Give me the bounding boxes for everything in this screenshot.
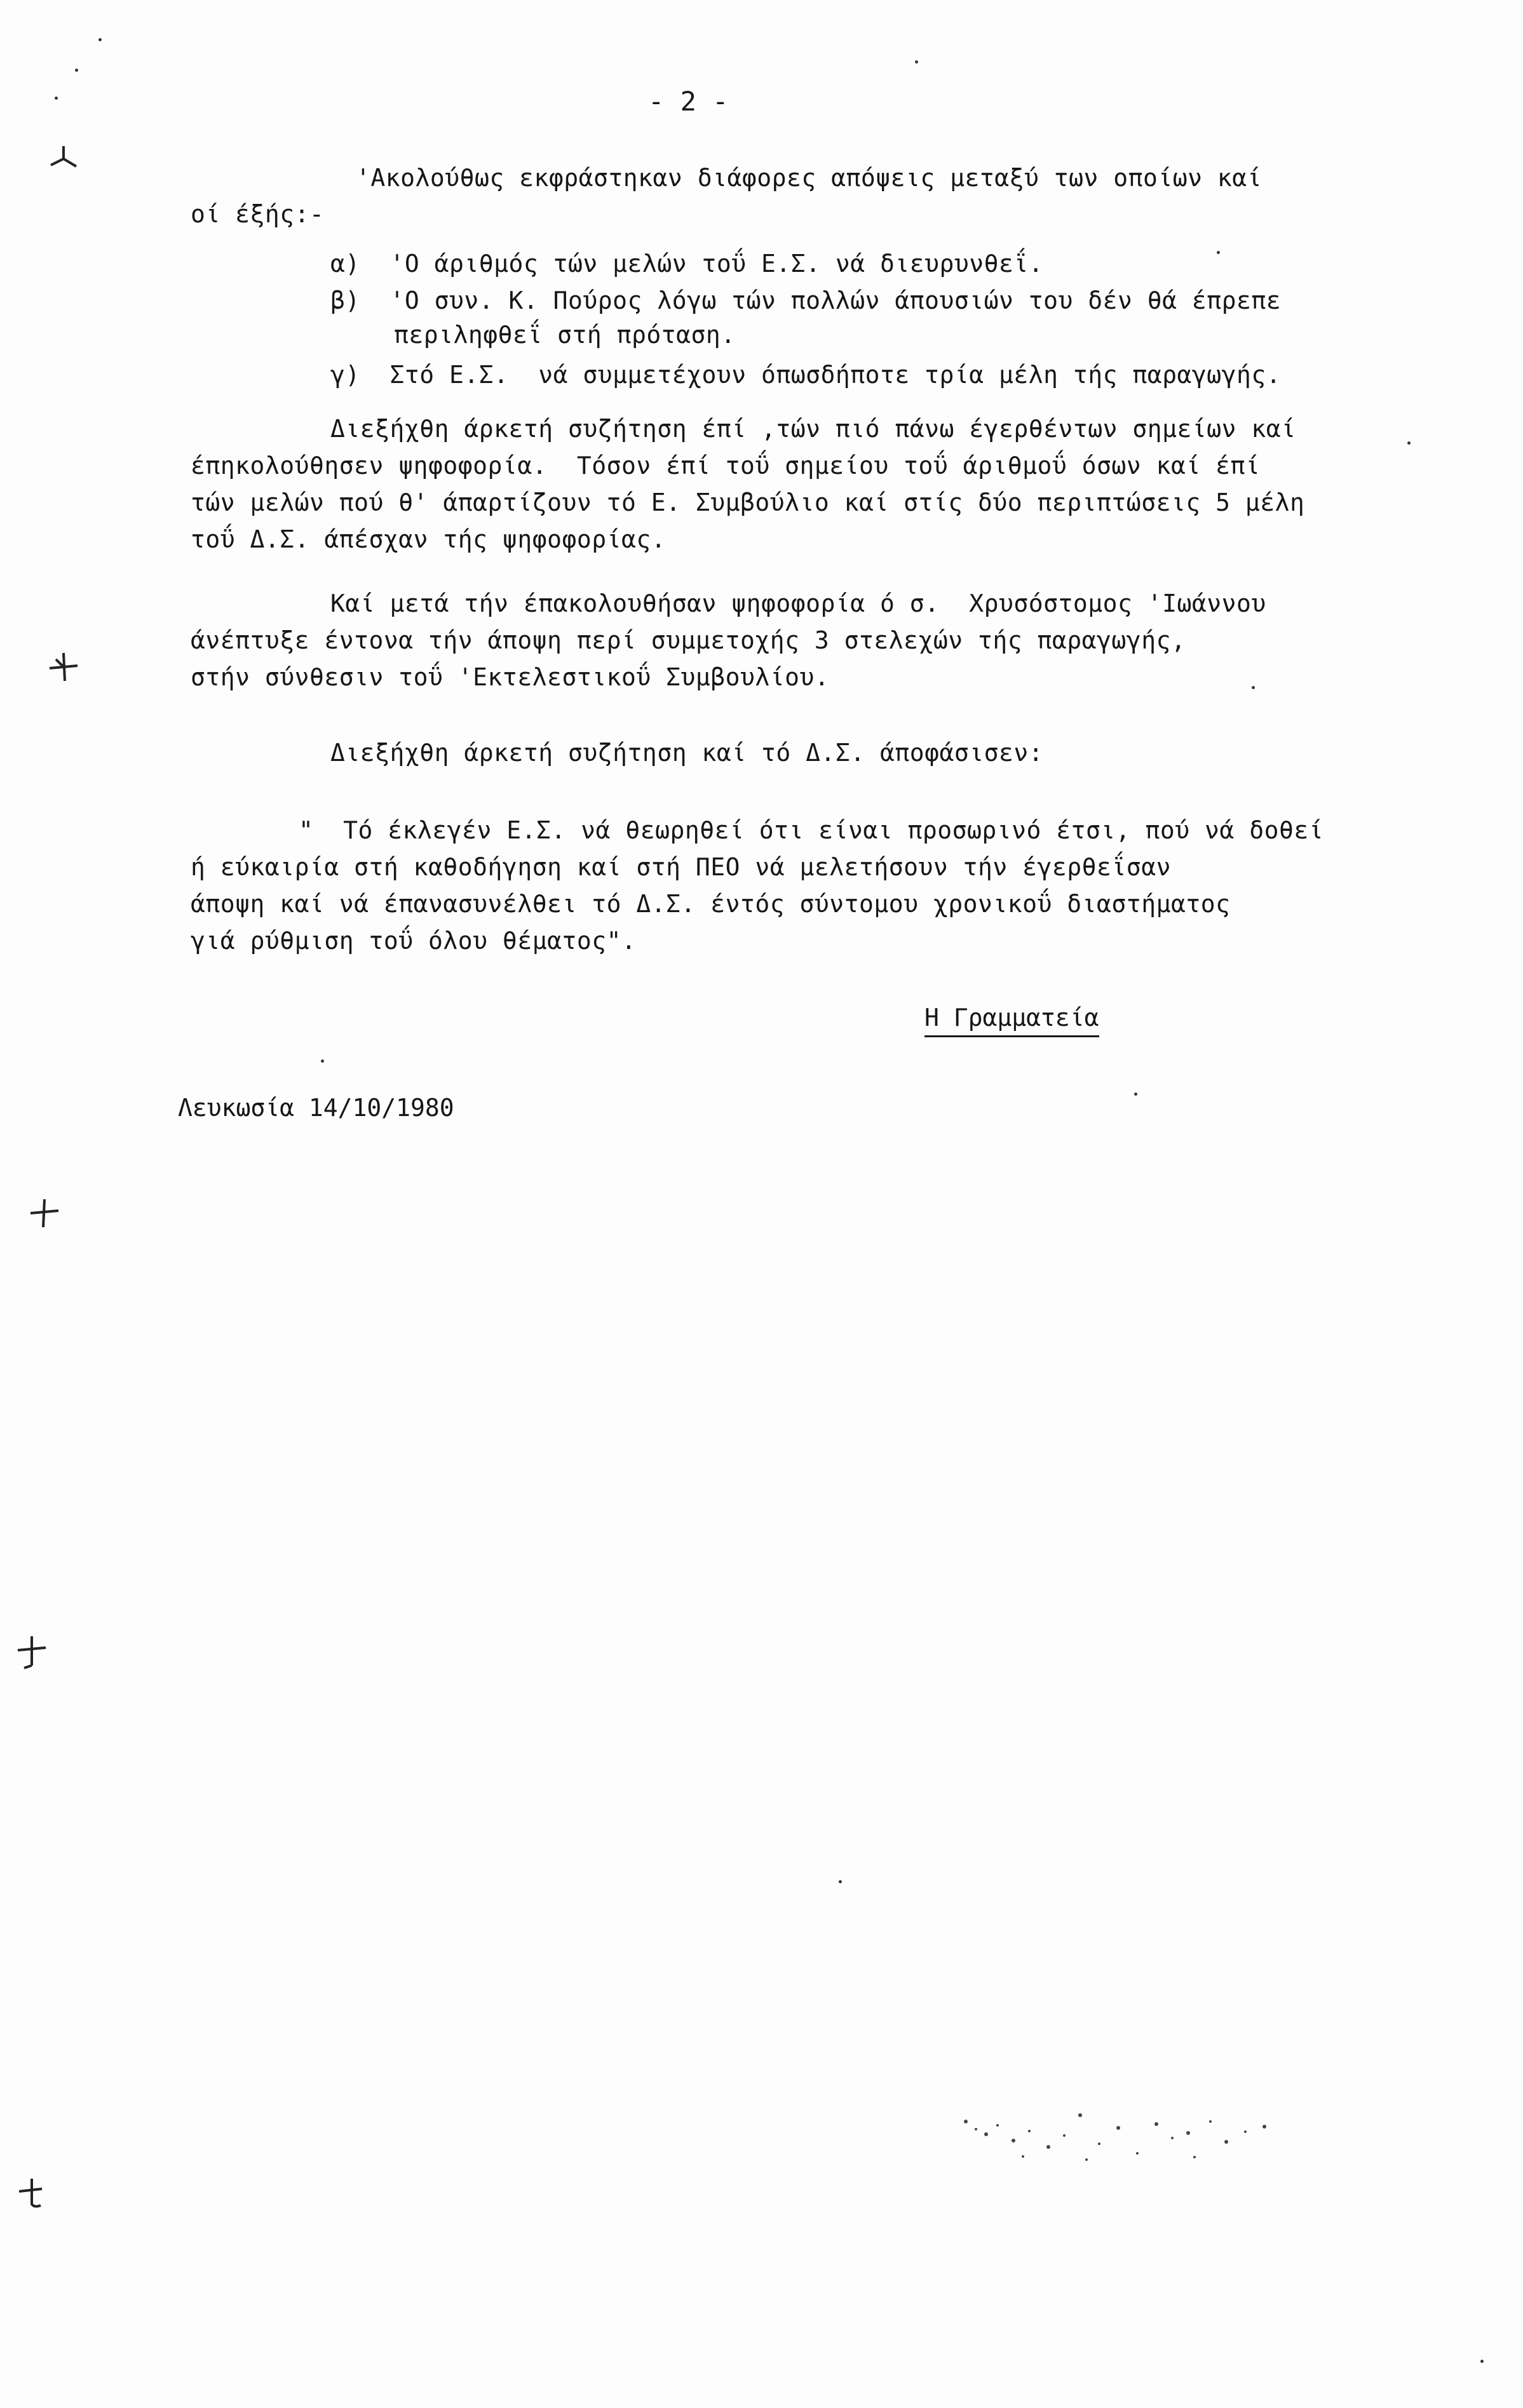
list-item-a: α) 'Ο άριθμός τών μελών τοΰ Ε.Σ. νά διευρυνθεΐ. <box>330 250 1044 278</box>
margin-mark-icon <box>13 2172 51 2210</box>
text-line: Διεξήχθη άρκετή συζήτηση καί τό Δ.Σ. άποφάσισεν: <box>330 739 1044 767</box>
scan-speck <box>1407 441 1411 445</box>
margin-mark-icon <box>44 648 83 686</box>
decision-quote: ή εύκαιρία στή καθοδήγηση καί στή ΠΕΟ νά μελετήσουν τήν έγερθεΐσαν <box>191 853 1171 881</box>
scan-speck <box>55 97 58 100</box>
decision-quote: γιά ρύθμιση τοΰ όλου θέματος". <box>191 927 637 955</box>
scan-speck <box>1217 251 1220 254</box>
scan-speck <box>1252 686 1255 689</box>
list-item-b: β) 'Ο συν. Κ. Πούρος λόγω τών πολλών άπουσιών του δέν θά έπρεπε <box>330 286 1282 314</box>
text-line: 'Ακολούθως εκφράστηκαν διάφορες απόψεις μεταξύ των οποίων καί <box>356 164 1262 192</box>
scan-speck <box>1134 1093 1137 1096</box>
margin-mark-icon <box>13 1632 51 1671</box>
margin-mark-icon <box>44 140 83 178</box>
margin-mark-icon <box>25 1194 64 1232</box>
scan-speck <box>915 60 918 64</box>
text-line: στήν σύνθεσιν τοΰ 'Εκτελεστικοΰ Συμβουλίου. <box>191 663 830 691</box>
scan-noise <box>953 2096 1283 2172</box>
list-item-c: γ) Στό Ε.Σ. νά συμμετέχουν όπωσδήποτε τρία μέλη τής παραγωγής. <box>330 361 1282 389</box>
text-line: τών μελών πού θ' άπαρτίζουν τό Ε. Συμβούλιο καί στίς δύο περιπτώσεις 5 μέλη <box>191 488 1305 516</box>
text-line: άνέπτυξε έντονα τήν άποψη περί συμμετοχής 3 στελεχών τής παραγωγής, <box>191 626 1186 654</box>
scan-speck <box>321 1059 324 1063</box>
scan-speck <box>75 69 78 72</box>
list-item-b-cont: περιληφθεΐ στή πρόταση. <box>394 321 736 349</box>
text-line: τοΰ Δ.Σ. άπέσχαν τής ψηφοφορίας. <box>191 525 667 553</box>
signature-secretariat: Η Γραμματεία <box>924 1004 1099 1037</box>
text-line: Διεξήχθη άρκετή συζήτηση έπί ,τών πιό πάνω έγερθέντων σημείων καί <box>330 415 1296 443</box>
scan-speck <box>98 38 102 41</box>
scan-speck <box>839 1880 842 1883</box>
decision-quote: " Τό έκλεγέν Ε.Σ. νά θεωρηθεί ότι είναι προσωρινό έτσι, πού νά δοθεί <box>299 816 1324 844</box>
decision-quote: άποψη καί νά έπανασυνέλθει τό Δ.Σ. έντός σύντομου χρονικοΰ διαστήματος <box>191 890 1231 918</box>
page-number: - 2 - <box>648 86 729 117</box>
text-line: Καί μετά τήν έπακολουθήσαν ψηφοφορία ό σ. Χρυσόστομος 'Ιωάννου <box>330 589 1266 617</box>
text-line: οί έξής:- <box>191 200 325 228</box>
date-line: Λευκωσία 14/10/1980 <box>178 1094 454 1122</box>
scan-speck <box>1480 2360 1484 2363</box>
text-line: έπηκολούθησεν ψηφοφορία. Τόσον έπί τοΰ σημείου τοΰ άριθμοΰ όσων καί έπί <box>191 452 1261 480</box>
